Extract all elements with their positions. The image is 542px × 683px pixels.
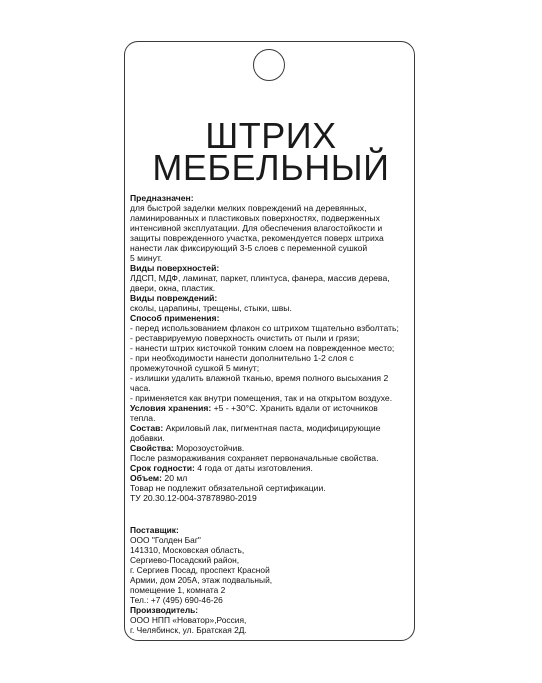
- certification-note: Товар не подлежит обязательной сертификации.: [130, 483, 326, 493]
- usage-line: - излишки удалить влажной тканью, время полного высыхания 2: [130, 373, 389, 383]
- manufacturer-line: г. Челябинск, ул. Братская 2Д.: [130, 625, 247, 635]
- damages-heading: Виды повреждений:: [130, 293, 218, 303]
- shelf-life-heading: Срок годности:: [130, 463, 195, 473]
- supplier-line: г. Сергиев Посад, проспект Красной: [130, 565, 270, 575]
- supplier-block: [130, 525, 330, 635]
- usage-line: промежуточной сушкой 5 минут;: [130, 363, 260, 373]
- volume-heading: Объем:: [130, 473, 163, 483]
- product-description: [130, 193, 410, 503]
- usage-line: - нанести штрих кисточкой тонким слоем на поврежденное место;: [130, 343, 395, 353]
- storage-text: +5 - +30°С. Хранить вдали от источников: [211, 403, 378, 413]
- shelf-life-value: 4 года от даты изготовления.: [194, 463, 313, 473]
- supplier-line: Тел.: +7 (495) 690-46-26: [130, 595, 223, 605]
- usage-heading: Способ применения:: [130, 313, 220, 323]
- purpose-line: 5 минут.: [130, 253, 163, 263]
- composition-heading: Состав:: [130, 423, 164, 433]
- storage-text: тепла.: [130, 413, 156, 423]
- usage-line: часа.: [130, 383, 151, 393]
- product-title-line1: ШТРИХ: [205, 115, 337, 156]
- hang-hole: [253, 49, 285, 81]
- manufacturer-heading: Производитель:: [130, 605, 199, 615]
- usage-line: - при необходимости нанести дополнительно 1-2 слоя с: [130, 353, 354, 363]
- purpose-line: нанести лак фиксирующий 3-5 слоев с переменной сушкой: [130, 243, 368, 253]
- supplier-line: 141310, Московская область,: [130, 545, 245, 555]
- purpose-line: защиты поврежденного участка, рекомендуется поверх штриха: [130, 233, 384, 243]
- surfaces-heading: Виды поверхностей:: [130, 263, 220, 273]
- usage-line: - применяется как внутри помещения, так и на открытом воздухе.: [130, 393, 393, 403]
- storage-heading: Условия хранения:: [130, 403, 212, 413]
- tu-code: ТУ 20.30.12-004-37878980-2019: [130, 493, 257, 503]
- purpose-heading: Предназначен:: [130, 193, 194, 203]
- composition-text: добавки.: [130, 433, 165, 443]
- purpose-line: для быстрой заделки мелких повреждений на деревянных,: [130, 203, 367, 213]
- purpose-line: интенсивной эксплуатации. Для обеспечения влагостойкости и: [130, 223, 383, 233]
- properties-text: После размораживания сохраняет первоначальные свойства.: [130, 453, 379, 463]
- surfaces-line: ЛДСП, МДФ, ламинат, паркет, плинтуса, фанера, массив дерева,: [130, 273, 390, 283]
- composition-text: Акриловый лак, пигментная паста, модифицирующие: [163, 423, 381, 433]
- usage-line: - реставрируемую поверхность очистить от пыли и грязи;: [130, 333, 360, 343]
- supplier-line: ООО "Голден Баг": [130, 535, 201, 545]
- supplier-line: Сергиево-Посадский район,: [130, 555, 240, 565]
- product-title-line2: МЕБЕЛЬНЫЙ: [152, 147, 390, 188]
- damages-line: сколы, царапины, трещены, стыки, швы.: [130, 303, 292, 313]
- supplier-line: помещение 1, комната 2: [130, 585, 226, 595]
- purpose-line: ламинированных и пластиковых поверхностях, подверженных: [130, 213, 380, 223]
- usage-line: - перед использованием флакон со штрихом тщательно взболтать;: [130, 323, 399, 333]
- surfaces-line: двери, окна, пластик.: [130, 283, 216, 293]
- supplier-heading: Поставщик:: [130, 525, 179, 535]
- properties-heading: Свойства:: [130, 443, 174, 453]
- manufacturer-line: ООО НПП «Новатор»,Россия,: [130, 615, 247, 625]
- supplier-line: Армии, дом 205А, этаж подвальный,: [130, 575, 273, 585]
- volume-value: 20 мл: [162, 473, 188, 483]
- properties-text: Морозоустойчив.: [173, 443, 245, 453]
